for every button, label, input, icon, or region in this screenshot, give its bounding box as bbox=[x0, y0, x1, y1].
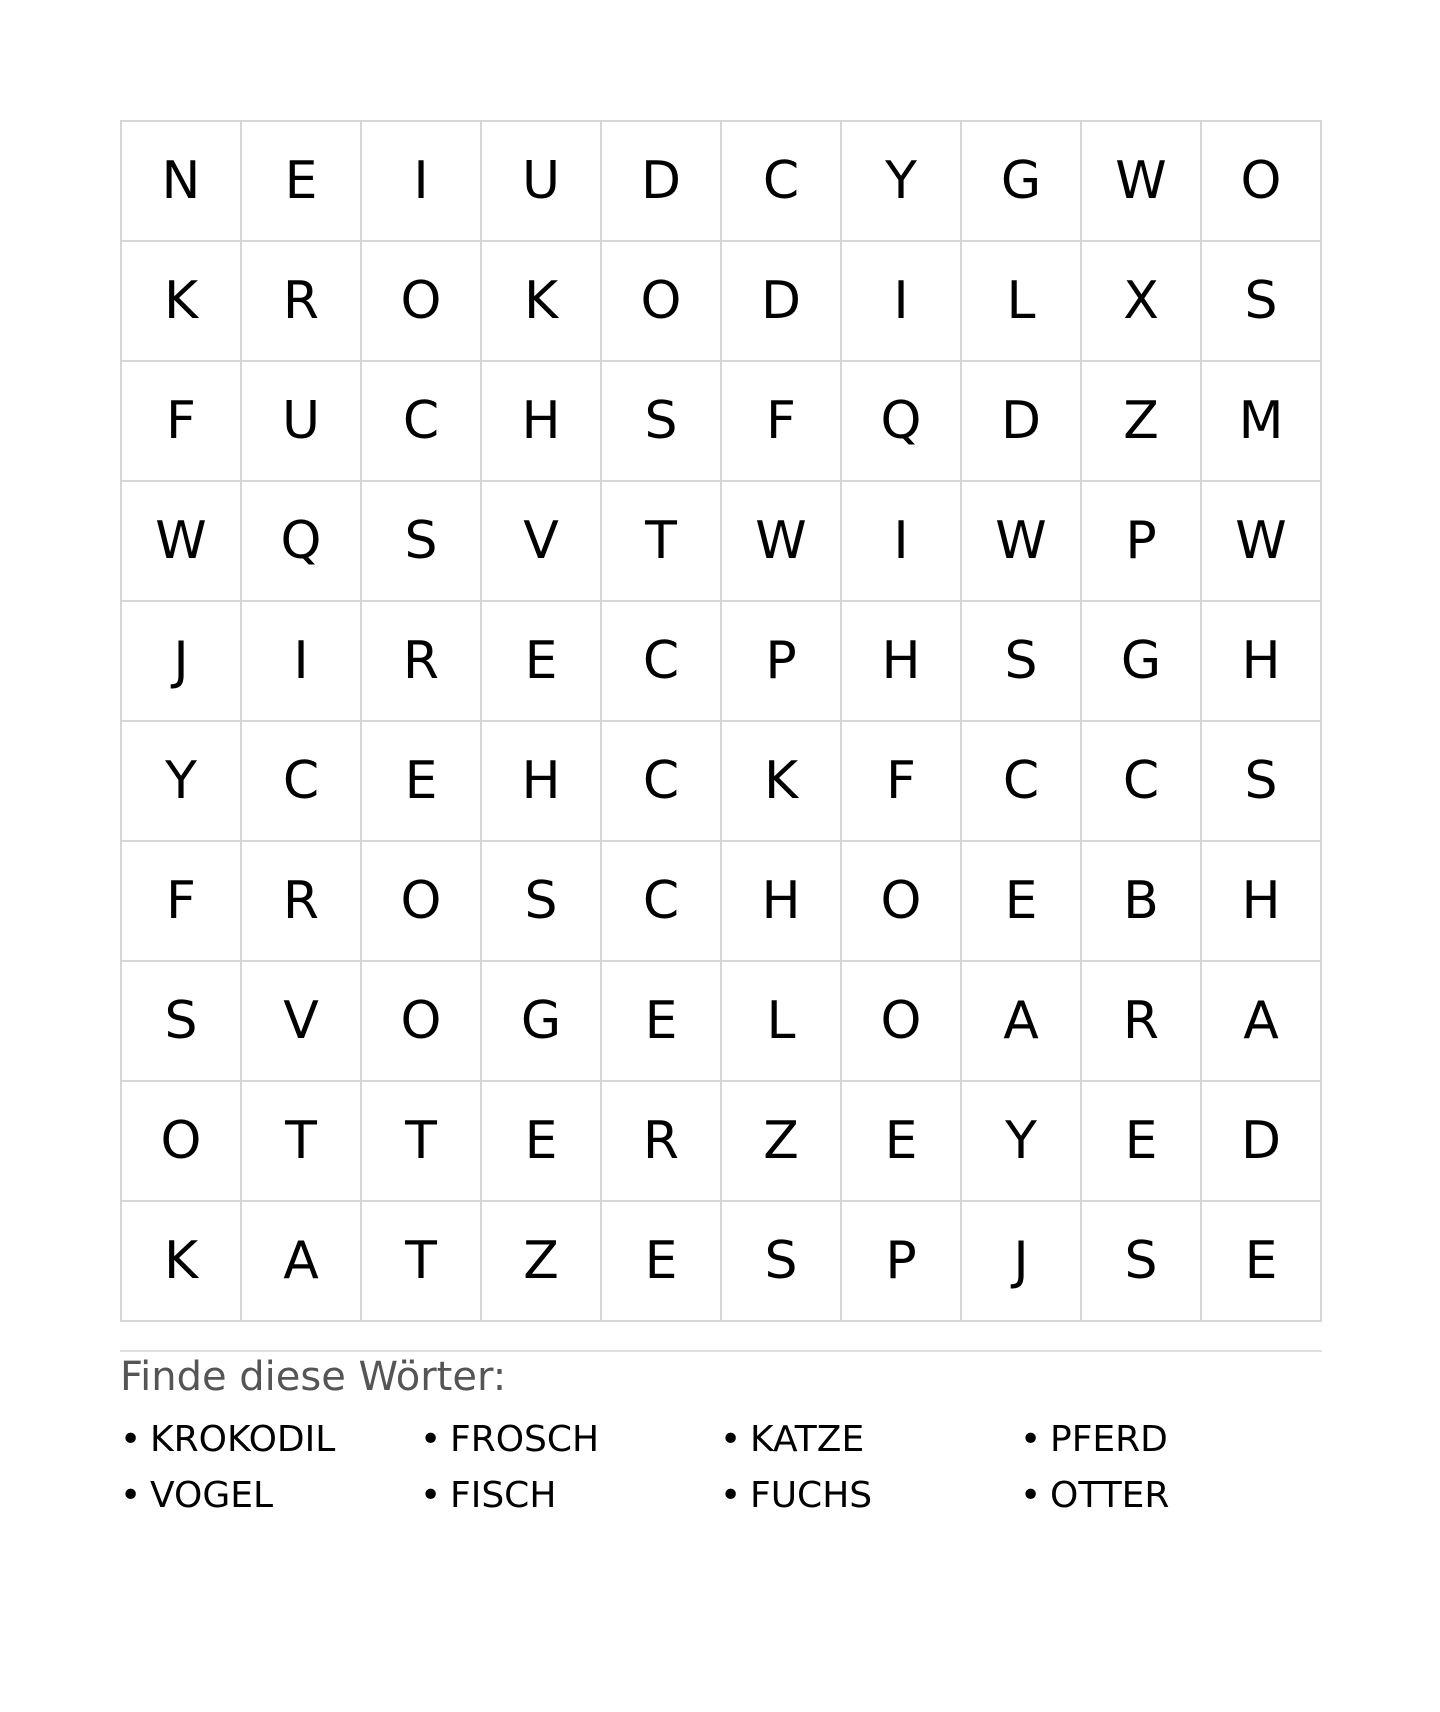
word-list-item bbox=[1020, 1412, 1320, 1468]
grid-cell[interactable]: A bbox=[242, 1202, 362, 1322]
grid-cell[interactable]: I bbox=[842, 242, 962, 362]
grid-cell[interactable]: Q bbox=[242, 482, 362, 602]
grid-cell[interactable]: O bbox=[362, 242, 482, 362]
grid-cell[interactable]: E bbox=[602, 962, 722, 1082]
word-label: VOGEL bbox=[150, 1475, 274, 1516]
bullet-icon: • bbox=[1020, 1419, 1042, 1460]
grid-cell[interactable]: U bbox=[482, 122, 602, 242]
grid-cell[interactable]: E bbox=[482, 1082, 602, 1202]
bullet-icon: • bbox=[720, 1475, 742, 1516]
grid-cell[interactable]: H bbox=[482, 722, 602, 842]
grid-cell[interactable]: J bbox=[122, 602, 242, 722]
grid-cell[interactable]: Z bbox=[482, 1202, 602, 1322]
grid-cell[interactable]: O bbox=[1202, 122, 1322, 242]
grid-cell[interactable]: Z bbox=[1082, 362, 1202, 482]
word-list-item bbox=[420, 1412, 720, 1468]
grid-cell[interactable]: S bbox=[362, 482, 482, 602]
grid-cell[interactable]: E bbox=[362, 722, 482, 842]
grid-cell[interactable]: E bbox=[242, 122, 362, 242]
grid-cell[interactable]: W bbox=[962, 482, 1082, 602]
grid-cell[interactable]: L bbox=[722, 962, 842, 1082]
grid-cell[interactable]: T bbox=[602, 482, 722, 602]
grid-cell[interactable]: Y bbox=[842, 122, 962, 242]
bullet-icon: • bbox=[120, 1419, 142, 1460]
word-list-item bbox=[1020, 1468, 1320, 1524]
grid-cell[interactable]: A bbox=[962, 962, 1082, 1082]
grid-cell[interactable]: K bbox=[122, 1202, 242, 1322]
grid-cell[interactable]: S bbox=[1202, 722, 1322, 842]
divider bbox=[120, 1350, 1322, 1352]
grid-cell[interactable]: C bbox=[722, 122, 842, 242]
grid-cell[interactable]: Y bbox=[962, 1082, 1082, 1202]
grid-cell[interactable]: I bbox=[362, 122, 482, 242]
grid-cell[interactable]: Z bbox=[722, 1082, 842, 1202]
word-list-item bbox=[720, 1412, 1020, 1468]
word-list bbox=[120, 1412, 1320, 1524]
grid-cell[interactable]: C bbox=[602, 722, 722, 842]
grid-cell[interactable]: O bbox=[362, 842, 482, 962]
bullet-icon: • bbox=[120, 1475, 142, 1516]
word-list-item bbox=[120, 1468, 420, 1524]
grid-cell[interactable]: M bbox=[1202, 362, 1322, 482]
grid-cell[interactable]: R bbox=[242, 242, 362, 362]
grid-cell[interactable]: F bbox=[122, 362, 242, 482]
grid-cell[interactable]: D bbox=[722, 242, 842, 362]
grid-cell[interactable]: S bbox=[722, 1202, 842, 1322]
word-list-item bbox=[120, 1412, 420, 1468]
grid-cell[interactable]: R bbox=[1082, 962, 1202, 1082]
grid-cell[interactable]: C bbox=[602, 842, 722, 962]
grid-cell[interactable]: S bbox=[962, 602, 1082, 722]
grid-cell[interactable]: H bbox=[842, 602, 962, 722]
grid-cell[interactable]: P bbox=[842, 1202, 962, 1322]
bullet-icon: • bbox=[1020, 1475, 1042, 1516]
grid-cell[interactable]: S bbox=[1082, 1202, 1202, 1322]
word-label: KROKODIL bbox=[150, 1419, 336, 1460]
grid-cell[interactable]: H bbox=[722, 842, 842, 962]
grid-cell[interactable]: W bbox=[722, 482, 842, 602]
grid-cell[interactable]: T bbox=[242, 1082, 362, 1202]
grid-cell[interactable]: W bbox=[1202, 482, 1322, 602]
grid-cell[interactable]: H bbox=[1202, 602, 1322, 722]
bullet-icon: • bbox=[720, 1419, 742, 1460]
grid-cell[interactable]: K bbox=[122, 242, 242, 362]
grid-cell[interactable]: Y bbox=[122, 722, 242, 842]
grid-cell[interactable]: I bbox=[842, 482, 962, 602]
grid-cell[interactable]: S bbox=[482, 842, 602, 962]
word-list-item bbox=[720, 1468, 1020, 1524]
grid-cell[interactable]: O bbox=[362, 962, 482, 1082]
grid-cell[interactable]: S bbox=[1202, 242, 1322, 362]
grid-cell[interactable]: I bbox=[242, 602, 362, 722]
grid-cell[interactable]: E bbox=[1082, 1082, 1202, 1202]
grid-cell[interactable]: K bbox=[722, 722, 842, 842]
grid-cell[interactable]: C bbox=[962, 722, 1082, 842]
grid-cell[interactable]: D bbox=[962, 362, 1082, 482]
grid-cell[interactable]: V bbox=[482, 482, 602, 602]
word-label: PFERD bbox=[1050, 1419, 1168, 1460]
grid-cell[interactable]: S bbox=[602, 362, 722, 482]
grid-cell[interactable]: T bbox=[362, 1202, 482, 1322]
grid-cell[interactable]: N bbox=[122, 122, 242, 242]
grid-cell[interactable]: P bbox=[1082, 482, 1202, 602]
grid-cell[interactable]: V bbox=[242, 962, 362, 1082]
grid-cell[interactable]: O bbox=[602, 242, 722, 362]
grid-cell[interactable]: C bbox=[362, 362, 482, 482]
grid-cell[interactable]: F bbox=[122, 842, 242, 962]
grid-cell[interactable]: C bbox=[242, 722, 362, 842]
grid-cell[interactable]: F bbox=[842, 722, 962, 842]
grid-cell[interactable]: A bbox=[1202, 962, 1322, 1082]
grid-cell[interactable]: C bbox=[602, 602, 722, 722]
grid-cell[interactable]: E bbox=[602, 1202, 722, 1322]
bullet-icon: • bbox=[420, 1475, 442, 1516]
grid-cell[interactable]: E bbox=[1202, 1202, 1322, 1322]
grid-cell[interactable]: W bbox=[122, 482, 242, 602]
word-label: FROSCH bbox=[450, 1419, 600, 1460]
grid-cell[interactable]: O bbox=[842, 842, 962, 962]
grid-cell[interactable]: T bbox=[362, 1082, 482, 1202]
grid-cell[interactable]: Q bbox=[842, 362, 962, 482]
grid-cell[interactable]: K bbox=[482, 242, 602, 362]
grid-cell[interactable]: G bbox=[482, 962, 602, 1082]
grid-cell[interactable]: F bbox=[722, 362, 842, 482]
grid-cell[interactable]: B bbox=[1082, 842, 1202, 962]
grid-cell[interactable]: E bbox=[962, 842, 1082, 962]
grid-cell[interactable]: X bbox=[1082, 242, 1202, 362]
grid-cell[interactable]: D bbox=[1202, 1082, 1322, 1202]
grid-cell[interactable]: R bbox=[602, 1082, 722, 1202]
grid-cell[interactable]: O bbox=[842, 962, 962, 1082]
word-list-item bbox=[420, 1468, 720, 1524]
bullet-icon: • bbox=[420, 1419, 442, 1460]
grid-cell[interactable]: D bbox=[602, 122, 722, 242]
letter-grid bbox=[120, 120, 1322, 1322]
grid-cell[interactable]: R bbox=[242, 842, 362, 962]
word-label: FUCHS bbox=[750, 1475, 873, 1516]
grid-cell[interactable]: G bbox=[962, 122, 1082, 242]
word-label: KATZE bbox=[750, 1419, 865, 1460]
word-label: OTTER bbox=[1050, 1475, 1170, 1516]
grid-cell[interactable]: U bbox=[242, 362, 362, 482]
grid-cell[interactable]: R bbox=[362, 602, 482, 722]
word-list-heading: Finde diese Wörter: bbox=[120, 1354, 507, 1400]
grid-cell[interactable]: L bbox=[962, 242, 1082, 362]
grid-cell[interactable]: P bbox=[722, 602, 842, 722]
word-label: FISCH bbox=[450, 1475, 557, 1516]
grid-cell[interactable]: S bbox=[122, 962, 242, 1082]
grid-cell[interactable]: E bbox=[842, 1082, 962, 1202]
grid-cell[interactable]: W bbox=[1082, 122, 1202, 242]
grid-cell[interactable]: H bbox=[1202, 842, 1322, 962]
grid-cell[interactable]: J bbox=[962, 1202, 1082, 1322]
grid-cell[interactable]: E bbox=[482, 602, 602, 722]
grid-cell[interactable]: C bbox=[1082, 722, 1202, 842]
grid-cell[interactable]: G bbox=[1082, 602, 1202, 722]
grid-cell[interactable]: H bbox=[482, 362, 602, 482]
grid-cell[interactable]: O bbox=[122, 1082, 242, 1202]
